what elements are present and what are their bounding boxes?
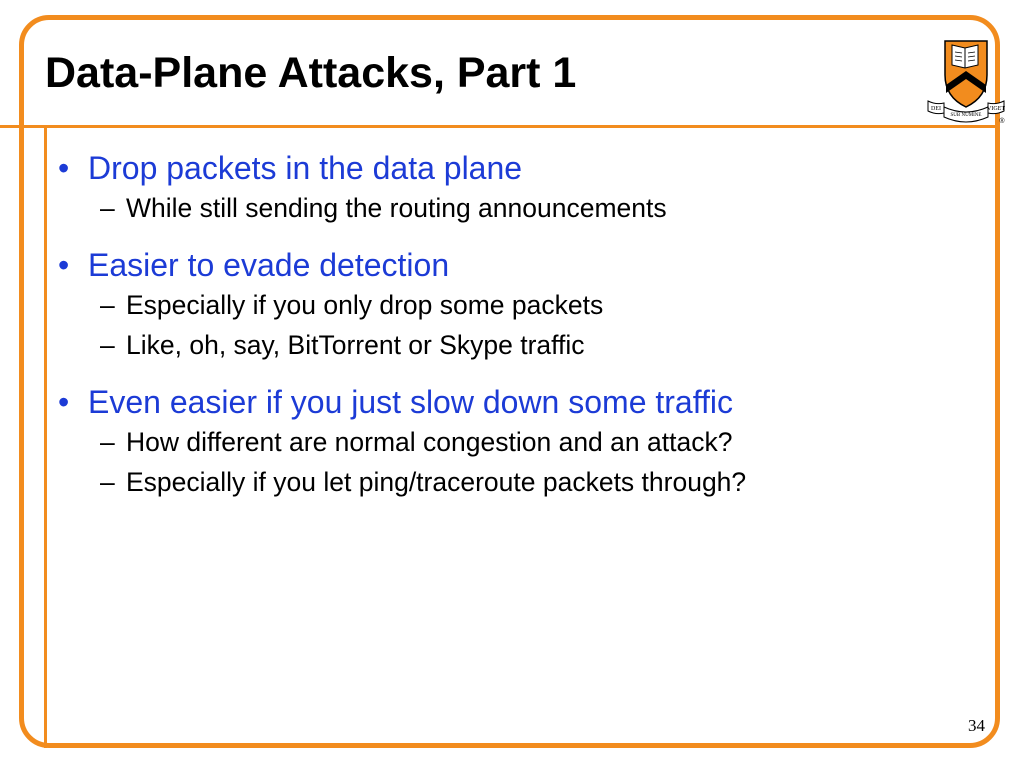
bullet-text: Even easier if you just slow down some traffic — [88, 384, 734, 420]
bullet-marker: • — [58, 150, 70, 186]
sub-bullet-text: Especially if you only drop some packets — [126, 290, 604, 320]
princeton-shield-icon — [922, 35, 1008, 123]
banner-right-text: VIGET — [987, 106, 1005, 112]
sub-bullet-item — [58, 462, 988, 502]
bullet-item — [58, 148, 988, 188]
sub-bullet-text: How different are normal congestion and an attack? — [126, 427, 733, 457]
registered-mark: ® — [999, 118, 1005, 123]
sub-bullet-marker: – — [100, 467, 115, 497]
sub-bullet-marker: – — [100, 290, 115, 320]
bullet-item — [58, 245, 988, 285]
left-divider — [44, 125, 47, 748]
sub-bullet-marker: – — [100, 427, 115, 457]
sub-bullet-item — [58, 422, 988, 462]
bullet-group — [58, 148, 988, 228]
sub-bullet-marker: – — [100, 330, 115, 360]
bullet-group — [58, 245, 988, 365]
bullet-text: Drop packets in the data plane — [88, 150, 523, 186]
page-number: 34 — [968, 716, 985, 735]
sub-bullet-item — [58, 325, 988, 365]
banner-center-text: SUB NUMINE — [950, 113, 982, 118]
bullet-marker: • — [58, 384, 70, 420]
bullet-group — [58, 382, 988, 502]
sub-bullet-text: While still sending the routing announcements — [126, 193, 667, 223]
sub-bullet-item — [58, 188, 988, 228]
slide-title: Data-Plane Attacks, Part 1 — [45, 49, 577, 97]
sub-bullet-item — [58, 285, 988, 325]
bullet-text: Easier to evade detection — [88, 247, 450, 283]
sub-bullet-marker: – — [100, 193, 115, 223]
sub-bullet-text: Especially if you let ping/traceroute packets through? — [126, 467, 747, 497]
bullet-item — [58, 382, 988, 422]
sub-bullet-text: Like, oh, say, BitTorrent or Skype traffic — [126, 330, 585, 360]
bullet-marker: • — [58, 247, 70, 283]
title-divider — [0, 125, 1000, 128]
slide-content — [58, 148, 988, 519]
banner-left-text: DEI — [931, 106, 941, 112]
